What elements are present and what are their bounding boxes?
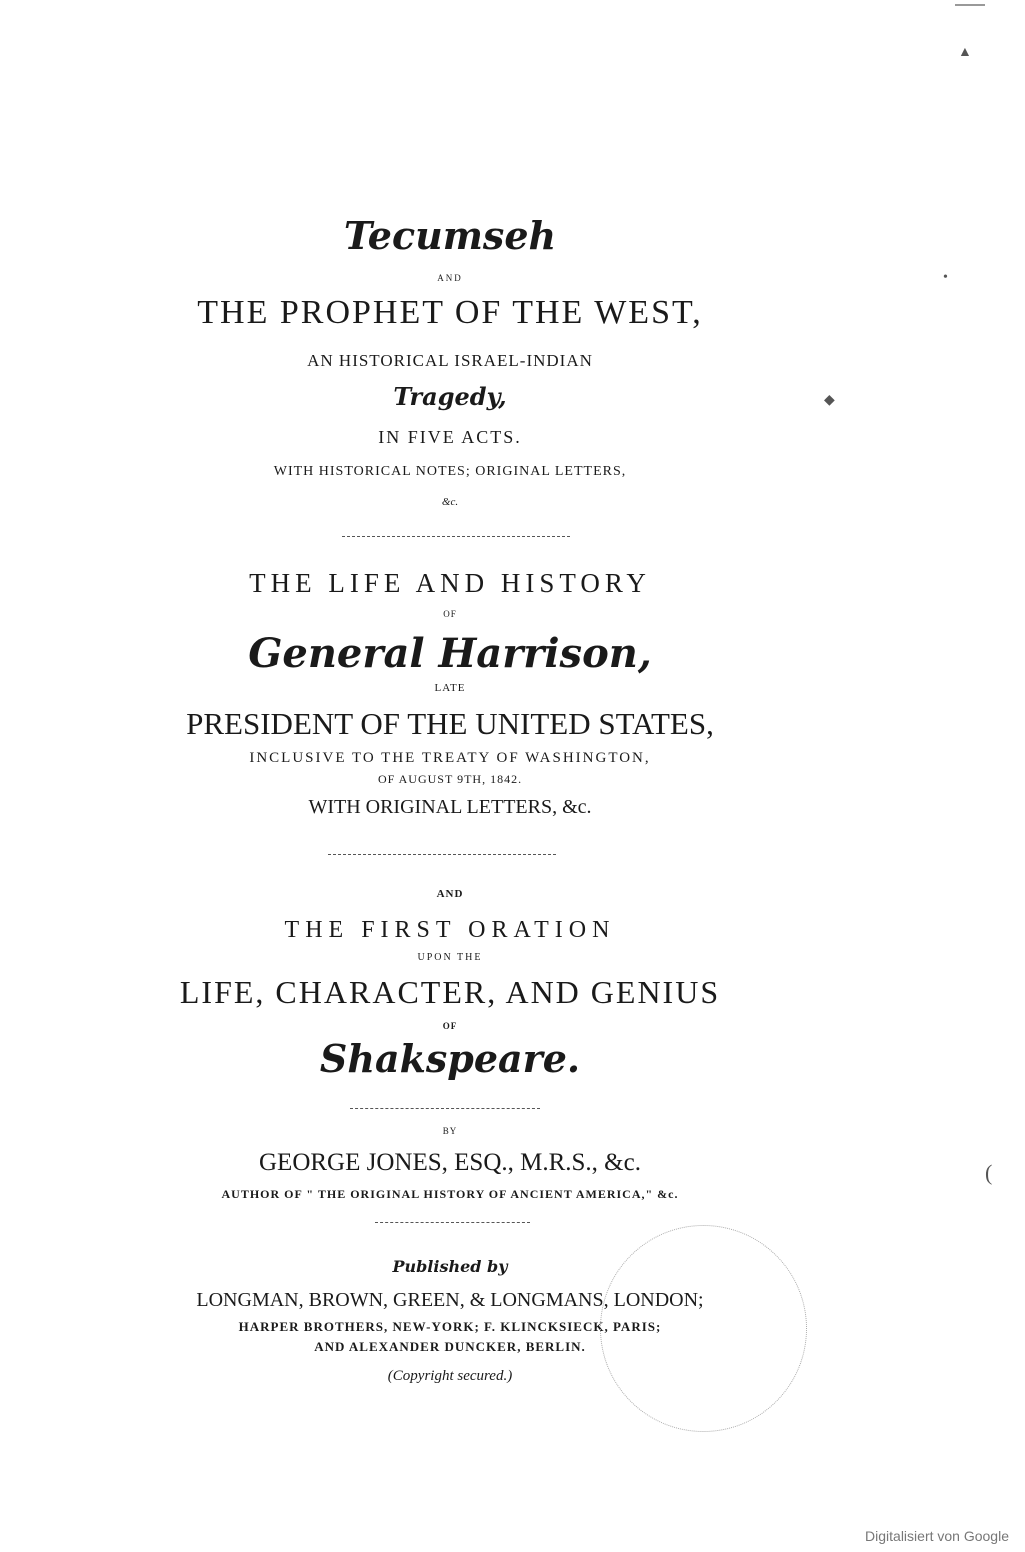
title-tecumseh: Tecumseh [343,213,557,258]
divider-rule-1 [342,536,570,537]
author-name: GEORGE JONES, ESQ., M.R.S., &c. [259,1149,641,1176]
scan-speck: ◆ [824,393,835,408]
title-prophet: THE PROPHET OF THE WEST, [197,294,703,331]
oration-first: THE FIRST ORATION [284,917,616,943]
divider-rule-2 [328,854,556,855]
publisher-duncker: AND ALEXANDER DUNCKER, BERLIN. [314,1339,586,1354]
harrison-date: OF AUGUST 9TH, 1842. [377,772,523,786]
publisher-harper: HARPER BROTHERS, NEW-YORK; F. KLINCKSIECK, PARIS; [238,1319,662,1334]
scan-speck: ▲ [958,45,972,60]
harrison-life-history: THE LIFE AND HISTORY [249,568,651,598]
oration-shakspeare: Shakspeare. [319,1036,581,1081]
harrison-letters: WITH ORIGINAL LETTERS, &c. [308,796,592,818]
harrison-inclusive: INCLUSIVE TO THE TREATY OF WASHINGTON, [249,750,651,766]
scan-speck: ( [985,1160,993,1185]
title-and: AND [437,273,463,283]
harrison-of: OF [443,609,457,619]
oration-character: LIFE, CHARACTER, AND GENIUS [179,974,721,1010]
harrison-general: General Harrison, [248,630,652,677]
divider-rule-3 [350,1108,540,1109]
oration-of: OF [442,1021,458,1031]
oration-and: AND [436,888,464,900]
scan-speck: • [943,270,948,285]
title-tragedy: Tragedy, [393,382,507,411]
oration-upon: UPON THE [417,952,483,963]
author-by: BY [442,1126,458,1136]
publisher-longman: LONGMAN, BROWN, GREEN, & LONGMANS, LONDON; [196,1289,704,1311]
title-acts: IN FIVE ACTS. [378,427,522,447]
author-of-history: AUTHOR OF " THE ORIGINAL HISTORY OF ANCIENT AMERICA," &c. [221,1187,679,1201]
library-stamp [600,1225,807,1432]
title-notes: WITH HISTORICAL NOTES; ORIGINAL LETTERS, [273,464,627,479]
divider-rule-4 [375,1222,530,1223]
scan-edge-mark [955,4,985,6]
harrison-late: LATE [434,682,466,694]
publisher-published-by: Published by [392,1257,508,1276]
harrison-president: PRESIDENT OF THE UNITED STATES, [186,706,714,741]
publisher-copyright: (Copyright secured.) [387,1368,513,1384]
google-digitized-footer: Digitalisiert von Google [865,1528,1009,1544]
title-etc: &c. [441,496,459,508]
title-historical: AN HISTORICAL ISRAEL-INDIAN [307,351,593,370]
